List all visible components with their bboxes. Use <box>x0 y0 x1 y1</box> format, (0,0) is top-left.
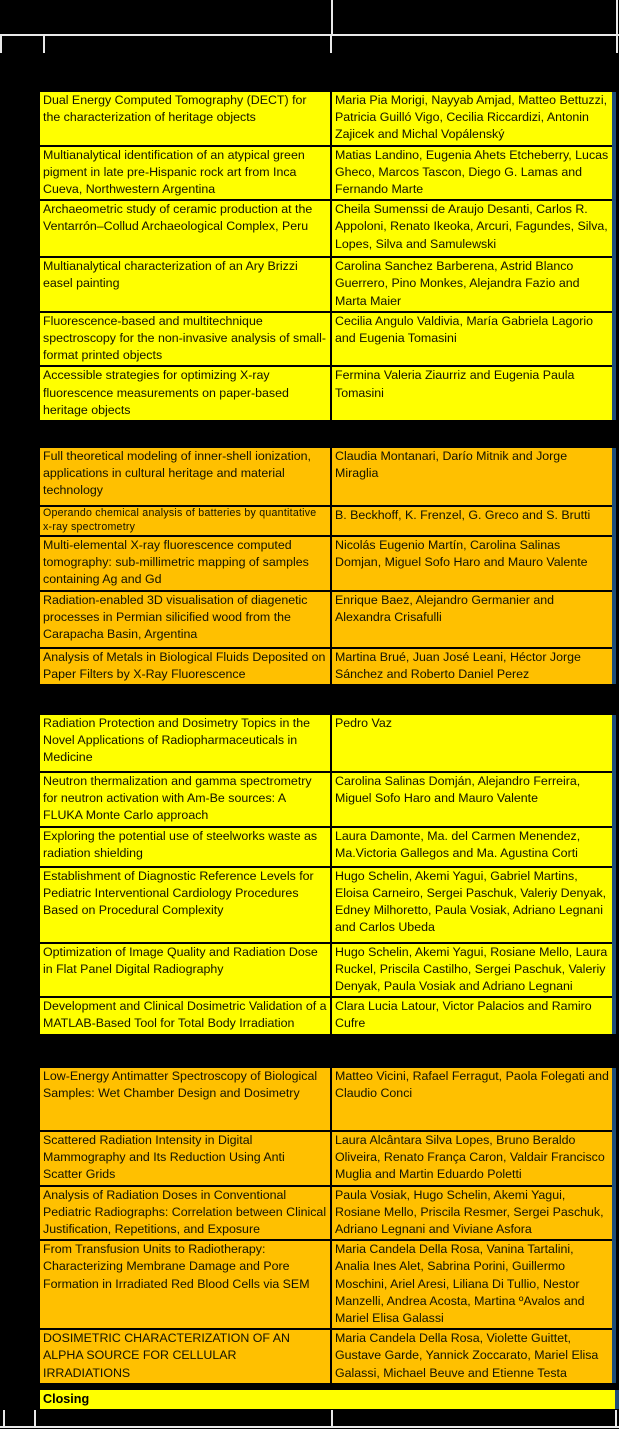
paper-authors-cell: Martina Brué, Juan José Leani, Héctor Jorge Sánchez and Roberto Daniel Perez <box>330 649 612 684</box>
paper-title-cell: DOSIMETRIC CHARACTERIZATION OF AN ALPHA SOURCE FOR CELLULAR IRRADIATIONS <box>40 1330 330 1383</box>
paper-title-cell: Establishment of Diagnostic Reference Levels for Pediatric Interventional Cardiology Procedures Based on Procedural Complexity <box>40 868 330 942</box>
paper-authors-cell: Hugo Schelin, Akemi Yagui, Rosiane Mello, Laura Ruckel, Priscila Castilho, Sergei Paschuk, Valeriy Denyak, Paula Vosiak and Adriano Legnani <box>330 944 612 997</box>
paper-title-cell: Neutron thermalization and gamma spectrometry for neutron activation with Am-Be sources: A FLUKA Monte Carlo approach <box>40 773 330 826</box>
footer-divider1 <box>34 1410 36 1427</box>
paper-title-cell: Full theoretical modeling of inner-shell ionization, applications in cultural heritage and material technology <box>40 448 330 505</box>
paper-row <box>40 311 612 366</box>
session-block-3 <box>40 715 616 1034</box>
paper-row <box>40 1185 612 1240</box>
paper-authors-cell: Claudia Montanari, Darío Mitnik and Jorge Miraglia <box>330 448 612 505</box>
header-row2-divider2 <box>330 36 332 53</box>
paper-title-cell: Development and Clinical Dosimetric Validation of a MATLAB-Based Tool for Total Body Irradiation <box>40 998 330 1033</box>
paper-authors-cell: Laura Damonte, Ma. del Carmen Menendez, Ma.Victoria Gallegos and Ma. Agustina Corti <box>330 828 612 866</box>
paper-row <box>40 1239 612 1328</box>
paper-title-cell: Multi-elemental X-ray fluorescence computed tomography: sub-millimetric mapping of samples containing Ag and Gd <box>40 537 330 590</box>
paper-authors-cell: Carolina Sanchez Barberena, Astrid Blanco Guerrero, Pino Monkes, Alejandra Fazio and Marta Maier <box>330 258 612 311</box>
paper-authors-cell: Hugo Schelin, Akemi Yagui, Gabriel Martins, Eloisa Carneiro, Sergei Paschuk, Valeriy Denyak, Edney Milhoretto, Paula Vosiak, Adriano Legnani and Carlos Ubeda <box>330 868 612 942</box>
paper-authors-cell: Laura Alcântara Silva Lopes, Bruno Beraldo Oliveira, Renato França Caron, Valdair Francisco Muglia and Martin Eduardo Poletti <box>330 1132 612 1185</box>
paper-title-cell: Multianalytical identification of an atypical green pigment in late pre-Hispanic rock art from Inca Cueva, Northwestern Argentina <box>40 147 330 200</box>
paper-authors-cell: Clara Lucia Latour, Victor Palacios and Ramiro Cufre <box>330 998 612 1033</box>
paper-authors-cell: Matias Landino, Eugenia Ahets Etcheberry, Lucas Gheco, Marcos Tascon, Diego G. Lamas and Fernando Marte <box>330 147 612 200</box>
paper-row <box>40 199 612 256</box>
paper-authors-cell: Fermina Valeria Ziaurriz and Eugenia Paula Tomasini <box>330 367 612 420</box>
footer-divider2 <box>331 1410 333 1427</box>
paper-authors-cell: Cheila Sumenssi de Araujo Desanti, Carlos R. Appoloni, Renato Ikeoka, Arcuri, Fagundes, Silva, Lopes, Silva and Samulewski <box>330 201 612 256</box>
paper-row <box>40 1328 612 1383</box>
session-block-4 <box>40 1068 616 1383</box>
paper-title-cell: Accessible strategies for optimizing X-ray fluorescence measurements on paper-based heritage objects <box>40 367 330 420</box>
header-horizontal-line <box>0 34 619 36</box>
paper-row <box>40 826 612 866</box>
paper-title-cell: Optimization of Image Quality and Radiation Dose in Flat Panel Digital Radiography <box>40 944 330 997</box>
session-block-1 <box>40 92 616 420</box>
paper-row <box>40 771 612 826</box>
paper-row <box>40 535 612 590</box>
paper-row <box>40 996 612 1033</box>
paper-title-cell: Scattered Radiation Intensity in Digital Mammography and Its Reduction Using Anti Scatter Grids <box>40 1132 330 1185</box>
footer-left-edge <box>3 1410 5 1427</box>
paper-authors-cell: Pedro Vaz <box>330 715 612 771</box>
header-right-edge <box>616 0 618 53</box>
paper-row <box>40 365 612 420</box>
paper-title-cell: Archaeometric study of ceramic production at the Ventarrón–Collud Archaeological Complex, Peru <box>40 201 330 256</box>
paper-title-cell: Dual Energy Computed Tomography (DECT) for the characterization of heritage objects <box>40 92 330 145</box>
paper-row <box>40 145 612 200</box>
footer-right-edge <box>615 1410 617 1427</box>
header-left-edge <box>0 36 2 53</box>
paper-title-cell: Exploring the potential use of steelworks waste as radiation shielding <box>40 828 330 866</box>
paper-title-cell: Analysis of Metals in Biological Fluids Deposited on Paper Filters by X-Ray Fluorescence <box>40 649 330 684</box>
paper-title-cell: Radiation-enabled 3D visualisation of diagenetic processes in Permian silicified wood from the Carapacha Basin, Argentina <box>40 592 330 647</box>
session-block-2 <box>40 448 616 684</box>
paper-row <box>40 1130 612 1185</box>
paper-authors-cell: Cecilia Angulo Valdivia, María Gabriela Lagorio and Eugenia Tomasini <box>330 313 612 366</box>
paper-row <box>40 715 612 771</box>
paper-title-cell: Radiation Protection and Dosimetry Topics in the Novel Applications of Radiopharmaceuticals in Medicine <box>40 715 330 771</box>
paper-authors-cell: Nicolás Eugenio Martín, Carolina Salinas Domjan, Miguel Sofo Haro and Mauro Valente <box>330 537 612 590</box>
header-row2-divider1 <box>43 36 45 53</box>
paper-row <box>40 92 612 145</box>
header-divider-vertical <box>331 0 333 34</box>
paper-title-cell: From Transfusion Units to Radiotherapy: Characterizing Membrane Damage and Pore Formation in Irradiated Red Blood Cells via SEM <box>40 1241 330 1328</box>
footer-bottom-line <box>0 1426 619 1428</box>
paper-authors-cell: B. Beckhoff, K. Frenzel, G. Greco and S. Brutti <box>330 507 612 535</box>
paper-row <box>40 590 612 647</box>
paper-title-cell: Multianalytical characterization of an Ary Brizzi easel painting <box>40 258 330 311</box>
paper-authors-cell: Enrique Baez, Alejandro Germanier and Alexandra Crisafulli <box>330 592 612 647</box>
paper-authors-cell: Maria Candela Della Rosa, Violette Guittet, Gustave Garde, Yannick Zoccarato, Mariel Elisa Galassi, Michael Beuve and Etienne Testa <box>330 1330 612 1383</box>
paper-row <box>40 942 612 997</box>
paper-authors-cell: Matteo Vicini, Rafael Ferragut, Paola Folegati and Claudio Conci <box>330 1068 612 1130</box>
paper-row <box>40 448 612 505</box>
closing-row: Closing <box>40 1390 619 1409</box>
paper-row <box>40 1068 612 1130</box>
paper-row <box>40 505 612 535</box>
paper-title-cell: Operando chemical analysis of batteries by quantitative x-ray spectrometry <box>40 507 330 535</box>
paper-title-cell: Analysis of Radiation Doses in Conventional Pediatric Radiographs: Correlation between Clinical Justification, Repetitions, and Exposure <box>40 1187 330 1240</box>
paper-row <box>40 866 612 942</box>
paper-authors-cell: Carolina Salinas Domján, Alejandro Ferreira, Miguel Sofo Haro and Mauro Valente <box>330 773 612 826</box>
paper-title-cell: Fluorescence-based and multitechnique spectroscopy for the non-invasive analysis of small-format printed objects <box>40 313 330 366</box>
paper-authors-cell: Maria Pia Morigi, Nayyab Amjad, Matteo Bettuzzi, Patricia Guilló Vigo, Cecilia Riccardizi, Antonin Zajicek and Michal Vopálenský <box>330 92 612 145</box>
paper-title-cell: Low-Energy Antimatter Spectroscopy of Biological Samples: Wet Chamber Design and Dosimetry <box>40 1068 330 1130</box>
paper-authors-cell: Paula Vosiak, Hugo Schelin, Akemi Yagui, Rosiane Mello, Priscila Resmer, Sergei Paschuk, Adriano Legnani and Viviane Asfora <box>330 1187 612 1240</box>
paper-row <box>40 647 612 684</box>
paper-authors-cell: Maria Candela Della Rosa, Vanina Tartalini, Analia Ines Alet, Sabrina Porini, Guillermo Moschini, Ariel Aresi, Liliana Di Tullio, Nestor Manzelli, Andrea Acosta, Martina ºAvalos and Mariel Elisa Galassi <box>330 1241 612 1328</box>
paper-row <box>40 256 612 311</box>
